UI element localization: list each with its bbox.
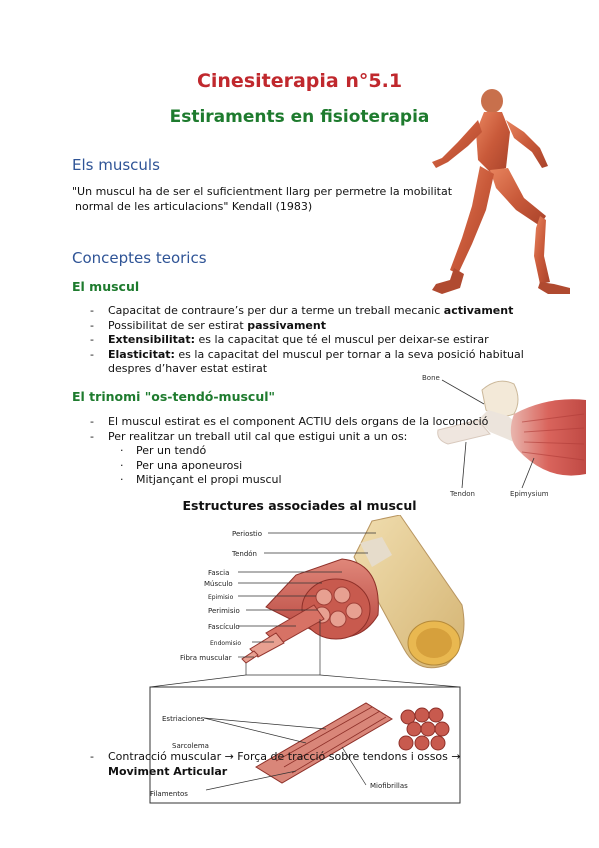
list-item: - Contracció muscular → Força de tracció sobre tendons i ossos → Moviment Articular [90,750,510,779]
label-fascia: Fascia [208,569,230,577]
heading-conceptes-teorics: Conceptes teorics [72,249,207,267]
muscle-properties-list [90,304,535,377]
attachment-sublist [120,444,420,488]
label-epimisio: Epimisio [208,594,234,601]
label-epimysium: Epimysium [510,490,549,498]
list-item: - Capacitat de contraure’s per dur a terme un treball mecanic activament [90,304,535,319]
label-endomisio: Endomisio [210,640,242,647]
list-item: · Per un tendó [120,444,420,459]
list-item: - Possibilitat de ser estirat passivament [90,319,535,334]
kendall-quote [72,185,472,214]
label-filamentos: Filamentos [150,790,188,798]
subheading-trinomi: El trinomi "os-tendó-muscul" [72,389,276,404]
label-perimisio: Perimisio [208,607,240,615]
label-estriaciones: Estriaciones [162,715,205,723]
label-miofibrillas: Miofibrillas [370,782,408,790]
quote-line-2: normal de les articulacions" Kendall (1983) [75,199,313,213]
quote-line-1: "Un muscul ha de ser el suficientment llarg per permetre la mobilitat [72,185,453,198]
label-fibra-muscular: Fibra muscular [180,654,232,662]
label-tendon: Tendón [232,550,257,558]
heading-els-musculs: Els musculs [72,156,160,174]
page-title: Cinesiterapia n°5.1 [196,70,403,92]
label-tendon: Tendon [450,490,475,498]
label-musculo: Músculo [204,580,233,588]
trinomi-list [90,415,530,444]
list-item: - Elasticitat: es la capacitat del muscul per tornar a la seva posició habitual despres d’haver estat estirat [90,348,535,377]
page-subtitle: Estiraments en fisioterapia [169,107,430,127]
subheading-el-muscul: El muscul [72,279,140,294]
figure-title: Estructures associades al muscul [182,498,417,513]
list-item: - Extensibilitat: es la capacitat que té el muscul per deixar-se estirar [90,333,535,348]
contraction-list [90,750,510,779]
label-bone: Bone [422,374,440,382]
list-item: · Per una aponeurosi [120,459,420,474]
list-item: - El muscul estirat es el component ACTIU dels organs de la locomoció [90,415,530,430]
label-sarcolema: Sarcolema [172,742,209,750]
label-periostio: Periostio [232,530,263,538]
list-item: · Mitjançant el propi muscul [120,473,420,488]
label-fasciculo: Fascículo [208,623,240,631]
list-item: - Per realitzar un treball util cal que estigui unit a un os: [90,430,530,445]
